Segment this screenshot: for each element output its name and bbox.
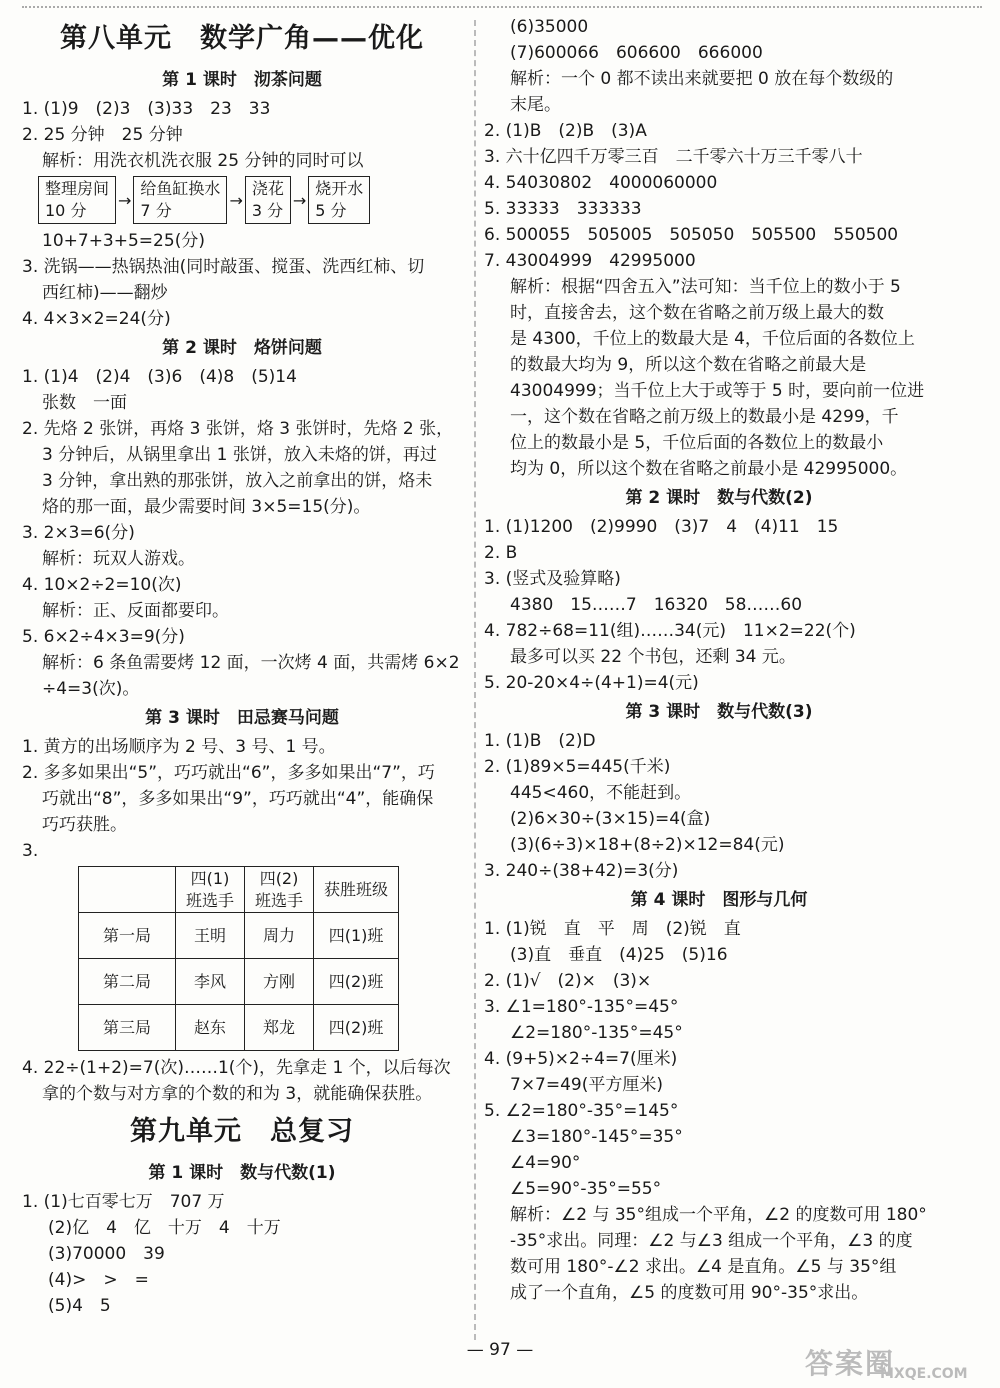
answer-line: 2. (1)89×5=445(千米) <box>484 757 671 777</box>
table-cell: 赵东 <box>176 1005 245 1051</box>
answer-line: 3 分钟，拿出熟的那张饼，放入之前拿出的饼，烙未 <box>42 471 433 491</box>
lesson-1-title: 第 1 课时 沏茶问题 <box>162 70 322 90</box>
right-column <box>484 14 954 1306</box>
lesson-9-3-title: 第 3 课时 数与代数(3) <box>625 702 813 722</box>
answer-line: 4. 22÷(1+2)=7(次)……1(个)，先拿走 1 个，以后每次 <box>22 1058 451 1078</box>
answer-line: 1. (1)七百零七万 707 万 <box>22 1192 225 1212</box>
column-divider <box>474 20 476 1340</box>
answer-line: (2)6×30÷(3×15)=4(盒) <box>510 809 711 829</box>
arrow-right-icon: → <box>229 190 243 210</box>
answer-line: (3)70000 39 <box>48 1244 165 1264</box>
answer-line: 4380 15……7 16320 58……60 <box>510 595 803 615</box>
table-cell: 四(1)班 <box>314 913 399 959</box>
lesson-9-4-title: 第 4 课时 图形与几何 <box>630 890 808 910</box>
lesson-9-1-title: 第 1 课时 数与代数(1) <box>148 1163 336 1183</box>
table-cell: 王明 <box>176 913 245 959</box>
flow-box: 浇花 3 分 <box>245 176 291 224</box>
answer-line: 5. 33333 333333 <box>484 199 642 219</box>
answer-line: 445<460，不能赶到。 <box>510 783 692 803</box>
arrow-right-icon: → <box>118 190 132 210</box>
arrow-right-icon: → <box>292 190 307 210</box>
table-cell: 方刚 <box>245 959 314 1005</box>
analysis-line: 成了一个直角，∠5 的度数可用 90°-35°求出。 <box>510 1283 869 1303</box>
answer-line: ∠3=180°-145°=35° <box>510 1127 683 1147</box>
table-header-cell: 四(1) 班选手 <box>176 867 245 913</box>
answer-line: 2. (1)√ (2)× (3)× <box>484 971 652 991</box>
answer-line: (5)4 5 <box>48 1296 111 1316</box>
table-cell: 第三局 <box>79 1005 176 1051</box>
table-cell <box>79 867 176 913</box>
table-cell: 郑龙 <box>245 1005 314 1051</box>
answer-line: 西红柿)——翻炒 <box>42 283 168 303</box>
flow-box: 给鱼缸换水 7 分 <box>133 176 227 224</box>
analysis-line: 解析：玩双人游戏。 <box>42 549 195 569</box>
answer-line: 3. 洗锅——热锅热油(同时敲蛋、搅蛋、洗西红柿、切 <box>22 257 425 277</box>
answer-line: (2)亿 4 亿 十万 4 十万 <box>48 1218 281 1238</box>
answer-line: 1. (1)B (2)D <box>484 731 596 751</box>
answer-line: 1. 黄方的出场顺序为 2 号、3 号、1 号。 <box>22 737 336 757</box>
table-row <box>79 913 399 959</box>
table-cell: 李风 <box>176 959 245 1005</box>
left-column <box>22 14 462 1319</box>
unit-8-title: 第八单元 数学广角——优化 <box>60 23 424 54</box>
answer-line: 3. <box>22 841 39 861</box>
answer-line: 3. (竖式及验算略) <box>484 569 621 589</box>
answer-line: 拿的个数与对方拿的个数的和为 3，就能确保获胜。 <box>42 1084 433 1104</box>
analysis-line: 43004999；当千位上大于或等于 5 时，要向前一位进 <box>510 381 925 401</box>
analysis-line: 的数最大均为 9，所以这个数在省略之前最大是 <box>510 355 867 375</box>
analysis-line: -35°求出。同理：∠2 与∠3 组成一个平角，∠3 的度 <box>510 1231 913 1251</box>
answer-line: (3)(6÷3)×18+(8÷2)×12=84(元) <box>510 835 785 855</box>
analysis-line: 时，直接舍去，这个数在省略之前万级上最大的数 <box>510 303 884 323</box>
answer-line: 3 分钟后，从锅里拿出 1 张饼，放入未烙的饼，再过 <box>42 445 437 465</box>
answer-line: 4. 10×2÷2=10(次) <box>22 575 182 595</box>
analysis-line: 解析：一个 0 都不读出来就要把 0 放在每个数级的 <box>510 69 894 89</box>
answer-line: 张数 一面 <box>42 393 127 413</box>
analysis-line: 解析：∠2 与 35°组成一个平角，∠2 的度数可用 180° <box>510 1205 927 1225</box>
lesson-9-2-title: 第 2 课时 数与代数(2) <box>625 488 813 508</box>
answer-line: 2. 25 分钟 25 分钟 <box>22 125 183 145</box>
answer-line: 3. 2×3=6(分) <box>22 523 135 543</box>
race-table <box>78 866 399 1051</box>
answer-line: 2. 多多如果出“5”，巧巧就出“6”，多多如果出“7”，巧 <box>22 763 435 783</box>
analysis-line: 末尾。 <box>510 95 561 115</box>
task-flowchart <box>38 176 462 224</box>
answer-line: (3)直 垂直 (4)25 (5)16 <box>510 945 728 965</box>
answer-line: 3. 六十亿四千万零三百 二千零六十万三千零八十 <box>484 147 863 167</box>
answer-line: (7)600066 606600 666000 <box>510 43 763 63</box>
answer-line: 5. 6×2÷4×3=9(分) <box>22 627 185 647</box>
answer-line: 4. 782÷68=11(组)……34(元) 11×2=22(个) <box>484 621 856 641</box>
unit-9-title: 第九单元 总复习 <box>130 1116 354 1147</box>
flow-box: 整理房间 10 分 <box>38 176 116 224</box>
answer-line: 1. (1)4 (2)4 (3)6 (4)8 (5)14 <box>22 367 297 387</box>
answer-line: 1. (1)1200 (2)9990 (3)7 4 (4)11 15 <box>484 517 839 537</box>
table-header-cell: 获胜班级 <box>314 867 399 913</box>
top-border <box>22 6 982 8</box>
answer-line: 4. 4×3×2=24(分) <box>22 309 171 329</box>
answer-line: (6)35000 <box>510 17 589 37</box>
analysis-line: ÷4=3(次)。 <box>42 679 140 699</box>
analysis-line: 是 4300，千位上的数最大是 4，千位后面的各数位上 <box>510 329 915 349</box>
analysis-line: 位上的数最小是 5，千位后面的各数位上的数最小 <box>510 433 884 453</box>
answer-line: 1. (1)9 (2)3 (3)33 23 33 <box>22 99 271 119</box>
answer-line: (4)> > = <box>48 1270 149 1290</box>
answer-line: ∠5=90°-35°=55° <box>510 1179 662 1199</box>
answer-line: 3. 240÷(38+42)=3(分) <box>484 861 679 881</box>
answer-line: ∠4=90° <box>510 1153 581 1173</box>
answer-line: 2. (1)B (2)B (3)A <box>484 121 647 141</box>
answer-line: 10+7+3+5=25(分) <box>42 231 205 251</box>
analysis-line: 解析：6 条鱼需要烤 12 面，一次烤 4 面，共需烤 6×2 <box>42 653 460 673</box>
table-header-row <box>79 867 399 913</box>
table-cell: 第二局 <box>79 959 176 1005</box>
answer-line: 4. 54030802 4000060000 <box>484 173 718 193</box>
answer-line: 7. 43004999 42995000 <box>484 251 696 271</box>
answer-line: 烙的那一面，最少需要时间 3×5=15(分)。 <box>42 497 371 517</box>
analysis-line: 一，这个数在省略之前万级上的数最小是 4299，千 <box>510 407 899 427</box>
analysis-line: 解析：正、反面都要印。 <box>42 601 229 621</box>
page-number: — 97 — <box>466 1340 534 1360</box>
answer-line: 5. 20-20×4÷(4+1)=4(元) <box>484 673 699 693</box>
flow-box: 烧开水 5 分 <box>308 176 370 224</box>
answer-line: 巧巧获胜。 <box>42 815 127 835</box>
table-cell: 第一局 <box>79 913 176 959</box>
analysis-line: 均为 0，所以这个数在省略之前最小是 42995000。 <box>510 459 908 479</box>
analysis-line: 数可用 180°-∠2 求出。∠4 是直角。∠5 与 35°组 <box>510 1257 897 1277</box>
lesson-3-title: 第 3 课时 田忌赛马问题 <box>145 708 339 728</box>
table-header-cell: 四(2) 班选手 <box>245 867 314 913</box>
answer-line: 5. ∠2=180°-35°=145° <box>484 1101 679 1121</box>
answer-line: 巧就出“8”，多多如果出“9”，巧巧就出“4”，能确保 <box>42 789 434 809</box>
watermark-logo: 答案圈 <box>805 1347 896 1380</box>
table-cell: 四(2)班 <box>314 1005 399 1051</box>
answer-line: 2. B <box>484 543 518 563</box>
answer-line: 6. 500055 505005 505050 505500 550500 <box>484 225 899 245</box>
table-row <box>79 959 399 1005</box>
answer-line: 7×7=49(平方厘米) <box>510 1075 664 1095</box>
table-row <box>79 1005 399 1051</box>
table-cell: 四(2)班 <box>314 959 399 1005</box>
answer-line: 2. 先烙 2 张饼，再烙 3 张饼，烙 3 张饼时，先烙 2 张， <box>22 419 454 439</box>
analysis-line: 解析：用洗衣机洗衣服 25 分钟的同时可以 <box>42 151 364 171</box>
answer-line: 3. ∠1=180°-135°=45° <box>484 997 679 1017</box>
answer-line: 1. (1)锐 直 平 周 (2)锐 直 <box>484 919 741 939</box>
watermark-domain: MXQE.COM <box>880 1366 968 1382</box>
table-cell: 周力 <box>245 913 314 959</box>
answer-line: ∠2=180°-135°=45° <box>510 1023 683 1043</box>
lesson-2-title: 第 2 课时 烙饼问题 <box>162 338 322 358</box>
answer-line: 4. (9+5)×2÷4=7(厘米) <box>484 1049 678 1069</box>
analysis-line: 解析：根据“四舍五入”法可知：当千位上的数小于 5 <box>510 277 901 297</box>
answer-line: 最多可以买 22 个书包，还剩 34 元。 <box>510 647 796 667</box>
